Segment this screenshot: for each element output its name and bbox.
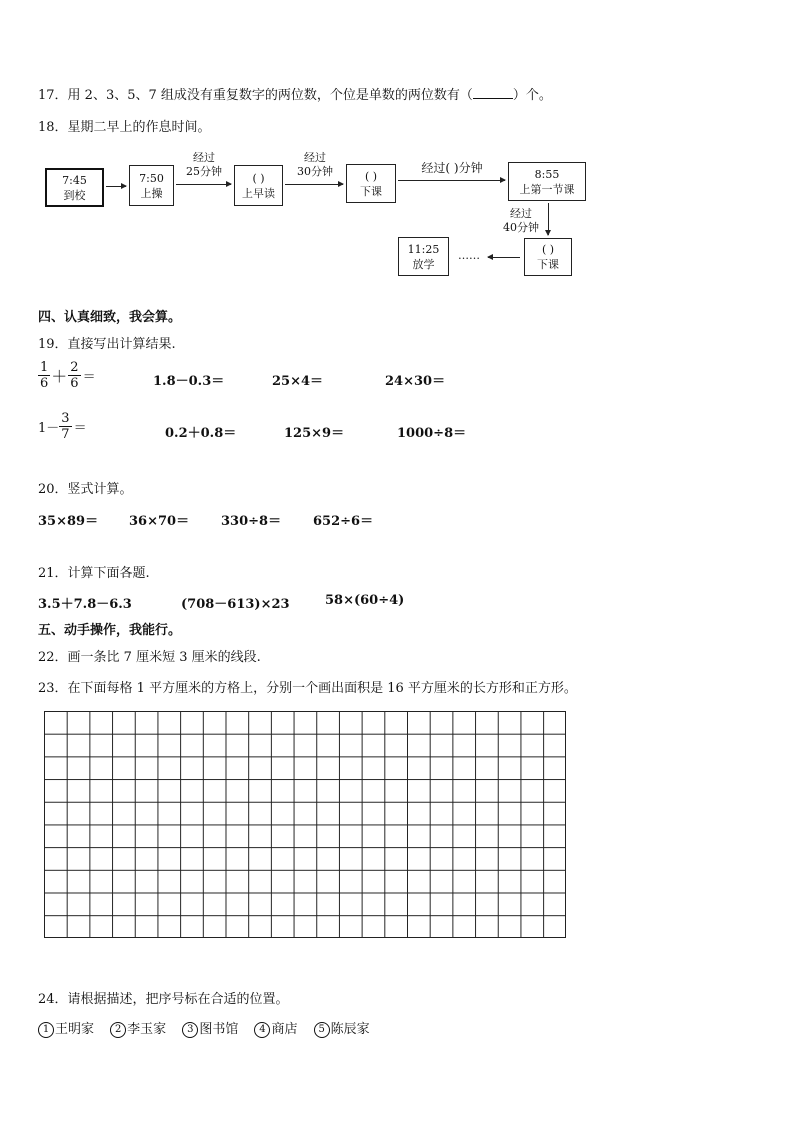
question-22: 22．画一条比 7 厘米短 3 厘米的线段.	[38, 650, 261, 665]
flow-arrow-label	[287, 151, 343, 179]
denominator: 7	[61, 427, 70, 442]
flow-box-label: 上早读	[242, 186, 275, 200]
flow-arrow	[106, 186, 126, 187]
arrow-label-line: 40分钟	[503, 221, 539, 234]
operator: ＋	[51, 367, 68, 386]
q21-item: 3.5＋7.8－6.3	[38, 597, 132, 612]
flow-box-time: 8:55	[534, 167, 560, 181]
q21-item: 58×(60÷4)	[325, 593, 405, 608]
q24-item-label: 商店	[271, 1022, 298, 1037]
question-24-title: 24．请根据描述，把序号标在合适的位置。	[38, 992, 289, 1007]
equals: ＝	[73, 421, 87, 436]
flow-box-time[interactable]: ( )	[364, 169, 378, 183]
q19-fraction-expr-1	[38, 360, 96, 391]
flow-box-time: 11:25	[407, 242, 440, 256]
arrow-label-line: 25分钟	[186, 165, 222, 178]
flow-arrow	[176, 184, 231, 185]
flow-box-time[interactable]: ( )	[252, 171, 265, 185]
section-4-heading: 四、认真细致，我会算。	[38, 310, 182, 325]
question-23: 23．在下面每格 1 平方厘米的方格上，分别一个画出面积是 16 平方厘米的长方形和正方形。	[38, 681, 577, 696]
flow-arrow-label: 经过( )分钟	[421, 161, 483, 175]
q19-item: 24×30＝	[385, 374, 446, 389]
flow-ellipsis: ……	[458, 249, 480, 262]
q24-item	[314, 1022, 370, 1037]
question-20-title: 20．竖式计算。	[38, 482, 133, 497]
q20-item: 36×70＝	[129, 514, 190, 529]
flow-box-exercise	[129, 165, 174, 206]
q19-item: 25×4＝	[272, 374, 324, 389]
numerator: 1	[40, 360, 49, 375]
flow-arrow	[488, 257, 520, 258]
question-17	[38, 84, 552, 103]
question-17-text: 17．用 2、3、5、7 组成没有重复数字的两位数，个位是单数的两位数有（	[38, 88, 473, 103]
q19-item: 1000÷8＝	[397, 426, 467, 441]
section-5-heading: 五、动手操作，我能行。	[38, 623, 182, 638]
flow-box-morning-reading	[234, 165, 283, 206]
q19-item: 125×9＝	[284, 426, 345, 441]
flow-box-label: 放学	[412, 257, 435, 271]
question-19-title: 19．直接写出计算结果.	[38, 337, 176, 352]
circled-number: 3	[182, 1022, 198, 1038]
fraction	[59, 411, 71, 442]
flow-box-label: 上第一节课	[519, 182, 575, 196]
numerator: 2	[70, 360, 79, 375]
flow-arrow	[285, 184, 343, 185]
equals: ＝	[82, 370, 96, 385]
q24-item	[182, 1022, 238, 1037]
flow-arrow-label	[178, 151, 230, 179]
flow-arrow	[548, 203, 549, 235]
flow-box-label: 下课	[537, 258, 559, 271]
flow-box-time: 7:50	[139, 171, 164, 185]
question-21-title: 21．计算下面各题.	[38, 566, 150, 581]
flow-box-arrive	[45, 168, 104, 207]
flow-arrow-label	[497, 207, 545, 235]
fraction	[68, 360, 80, 391]
q24-item-label: 李玉家	[127, 1022, 167, 1037]
flow-box-label: 到校	[63, 188, 86, 202]
circled-number: 2	[110, 1022, 126, 1038]
q24-item	[254, 1022, 297, 1037]
q24-item-label: 陈辰家	[330, 1022, 370, 1037]
denominator: 6	[70, 376, 79, 391]
q21-item: (708－613)×23	[181, 597, 290, 612]
q24-item-label: 图书馆	[199, 1022, 239, 1037]
q19-item: 0.2＋0.8＝	[165, 426, 237, 441]
circled-number: 1	[38, 1022, 54, 1038]
flow-box-time[interactable]: ( )	[541, 243, 555, 256]
q19-fraction-expr-2	[38, 411, 87, 442]
question-17-suffix: ）个。	[512, 88, 552, 103]
circled-number: 5	[314, 1022, 330, 1038]
arrow-label-line: 经过	[304, 151, 326, 164]
q20-item: 35×89＝	[38, 514, 99, 529]
q24-item	[38, 1022, 94, 1037]
q20-item: 652÷6＝	[313, 514, 374, 529]
flow-box-label: 上操	[140, 186, 163, 200]
q24-item	[110, 1022, 166, 1037]
numerator: 3	[61, 411, 70, 426]
arrow-label-line: 经过	[193, 151, 215, 164]
q20-item: 330÷8＝	[221, 514, 282, 529]
arrow-label-line: 30分钟	[297, 165, 333, 178]
operand: 1－	[38, 421, 60, 436]
denominator: 6	[40, 376, 49, 391]
flow-box-first-class	[508, 162, 586, 201]
arrow-label-line: 经过	[510, 207, 532, 220]
flow-box-label: 下课	[360, 184, 382, 198]
flow-arrow	[398, 180, 505, 181]
q24-item-label: 王明家	[55, 1022, 95, 1037]
question-18-title: 18．星期二早上的作息时间。	[38, 120, 211, 135]
answer-blank[interactable]	[473, 86, 513, 99]
flow-box-dismiss	[398, 237, 449, 276]
q24-legend	[38, 1018, 370, 1038]
fraction	[38, 360, 50, 391]
square-grid[interactable]	[44, 711, 566, 938]
circled-number: 4	[254, 1022, 270, 1038]
flow-box-class-over-1	[346, 164, 396, 203]
flow-box-class-over-2	[524, 238, 572, 276]
q19-item: 1.8－0.3＝	[153, 374, 225, 389]
flow-box-time: 7:45	[62, 173, 87, 187]
